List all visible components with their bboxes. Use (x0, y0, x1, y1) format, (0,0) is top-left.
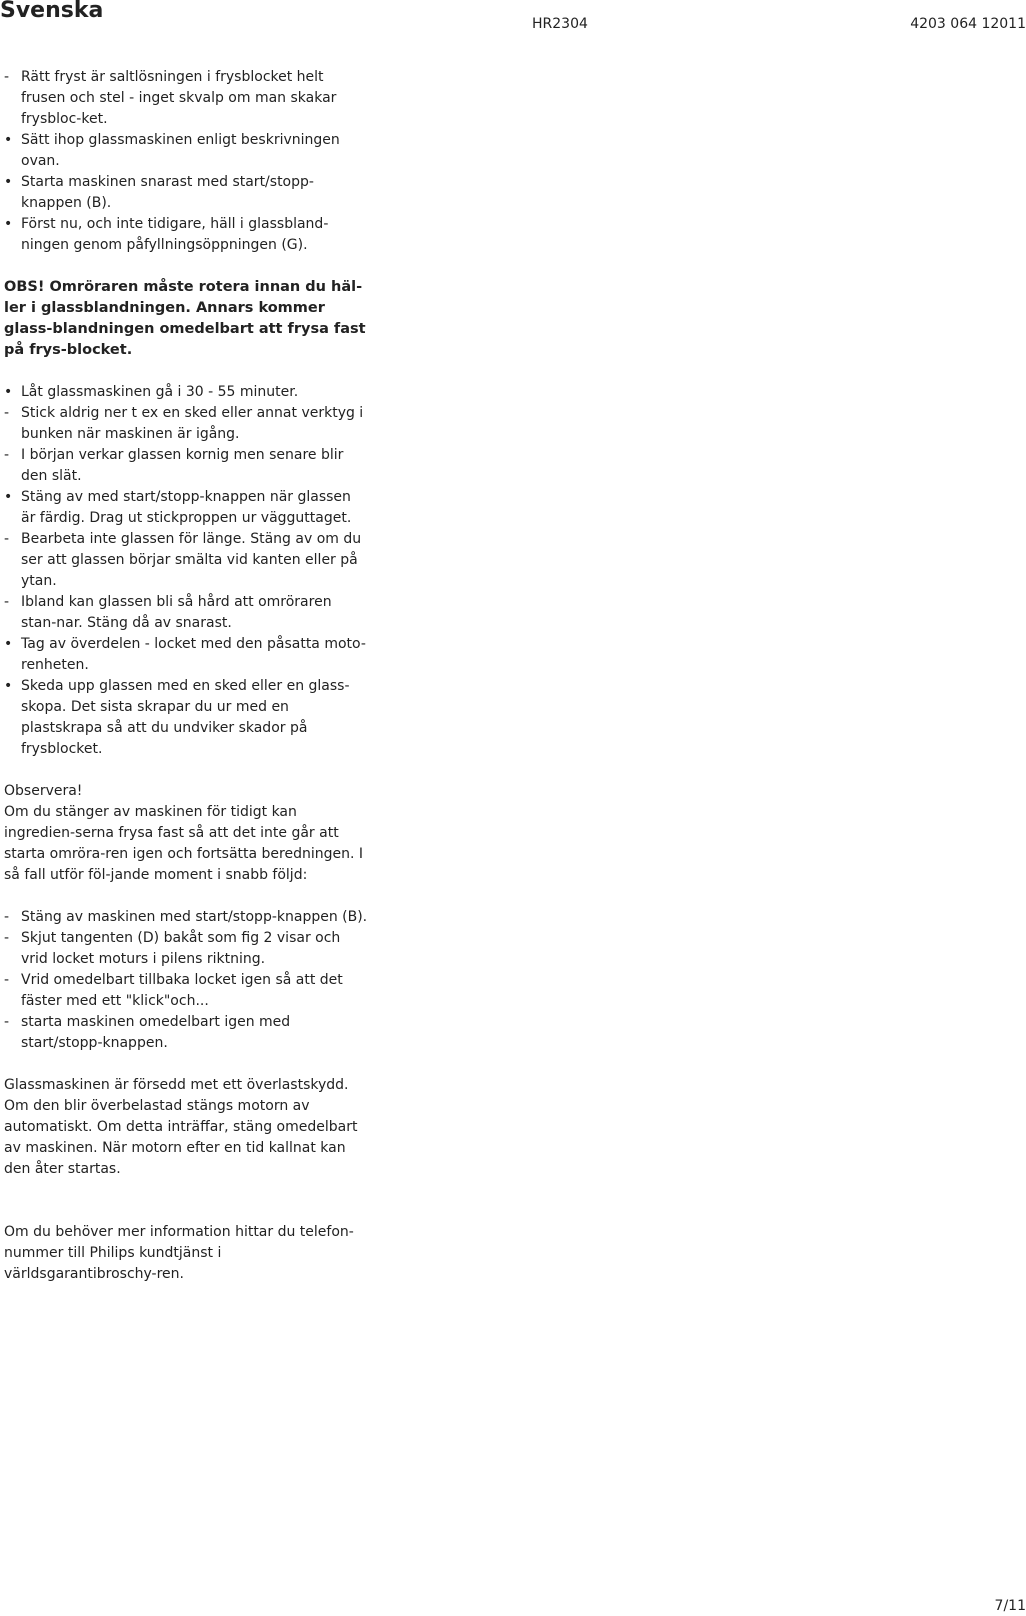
observe-text: Om du stänger av maskinen för tidigt kan ingredien-serna frysa fast så att det inte går att starta omröra-ren igen och fortsätta beredningen. I så fall utför föl-jande moment i snabb följd: (4, 804, 364, 883)
overload-paragraph: Glassmaskinen är försedd met ett överlastskydd. Om den blir överbelastad stängs motorn av automatiskt. Om detta inträffar, stäng omedelbart av maskinen. När motorn efter en tid kallnat kan den åter startas. (4, 1077, 358, 1177)
warning-text: OBS! Omröraren måste rotera innan du häl-ler i glassblandningen. Annars kommer glass-blandningen omedelbart att frysa fast på frys-blocket. (4, 279, 366, 358)
list-item-text: Stäng av med start/stopp-knappen när glassen är färdig. Drag ut stickproppen ur vägguttaget. (21, 489, 352, 526)
list-item (4, 592, 369, 634)
list-item-text: I början verkar glassen kornig men senare blir den slät. (21, 447, 344, 484)
list-item (4, 172, 369, 214)
list-item (4, 634, 369, 676)
list-marker: - (4, 405, 10, 421)
list-item-text: Ibland kan glassen bli så hård att omröraren stan-nar. Stäng då av snarast. (21, 594, 332, 631)
instruction-list-3 (4, 907, 369, 1054)
list-item (4, 529, 369, 592)
instruction-list-1 (4, 67, 369, 256)
list-item-text: Sätt ihop glassmaskinen enligt beskrivningen ovan. (21, 132, 340, 169)
page-number: 7/11 (994, 1598, 1026, 1614)
list-marker: - (4, 69, 10, 85)
list-marker: • (4, 489, 13, 505)
info-paragraph: Om du behöver mer information hittar du telefon-nummer till Philips kundtjänst i världsgarantibroschy-ren. (4, 1224, 354, 1282)
list-item-text: Bearbeta inte glassen för länge. Stäng av om du ser att glassen börjar smälta vid kanten eller på ytan. (21, 531, 362, 589)
document-code: 4203 064 12011 (910, 16, 1026, 32)
list-item-text: starta maskinen omedelbart igen med start/stopp-knappen. (21, 1014, 291, 1051)
list-item-text: Först nu, och inte tidigare, häll i glassbland-ningen genom påfyllningsöppningen (G). (21, 216, 329, 253)
list-item (4, 928, 369, 970)
list-item-text: Rätt fryst är saltlösningen i frysblocket helt frusen och stel - inget skvalp om man skakar frysbloc-ket. (21, 69, 337, 127)
list-marker: - (4, 531, 10, 547)
section-language-title: Svenska (0, 0, 104, 23)
list-item-text: Skjut tangenten (D) bakåt som fig 2 visar och vrid locket moturs i pilens riktning. (21, 930, 341, 967)
list-marker: • (4, 216, 13, 232)
list-item-text: Stick aldrig ner t ex en sked eller annat verktyg i bunken när maskinen är igång. (21, 405, 364, 442)
list-item (4, 445, 369, 487)
list-item-text: Skeda upp glassen med en sked eller en glass-skopa. Det sista skrapar du ur med en plastskrapa så att du undviker skador på frysblocket. (21, 678, 350, 757)
instruction-list-2 (4, 382, 369, 760)
observe-title: Observera! (4, 783, 83, 799)
list-marker: • (4, 678, 13, 694)
list-item (4, 970, 369, 1012)
list-item (4, 487, 369, 529)
list-marker: • (4, 132, 13, 148)
list-marker: • (4, 384, 13, 400)
list-marker: • (4, 636, 13, 652)
text-column (4, 67, 369, 1285)
list-item (4, 403, 369, 445)
list-item (4, 67, 369, 130)
list-item (4, 907, 369, 928)
list-item (4, 676, 369, 760)
list-marker: - (4, 1014, 10, 1030)
list-marker: - (4, 909, 10, 925)
list-item (4, 382, 369, 403)
list-item (4, 1012, 369, 1054)
list-marker: - (4, 594, 10, 610)
list-item-text: Stäng av maskinen med start/stopp-knappen (B). (21, 909, 368, 925)
model-number: HR2304 (532, 16, 588, 32)
list-marker: - (4, 972, 10, 988)
list-item-text: Vrid omedelbart tillbaka locket igen så att det fäster med ett "klick"och... (21, 972, 343, 1009)
list-marker: - (4, 447, 10, 463)
list-item-text: Starta maskinen snarast med start/stopp-knappen (B). (21, 174, 314, 211)
list-item-text: Låt glassmaskinen gå i 30 - 55 minuter. (21, 384, 299, 400)
list-marker: • (4, 174, 13, 190)
list-item-text: Tag av överdelen - locket med den påsatta moto-renheten. (21, 636, 366, 673)
list-item (4, 214, 369, 256)
list-marker: - (4, 930, 10, 946)
list-item (4, 130, 369, 172)
